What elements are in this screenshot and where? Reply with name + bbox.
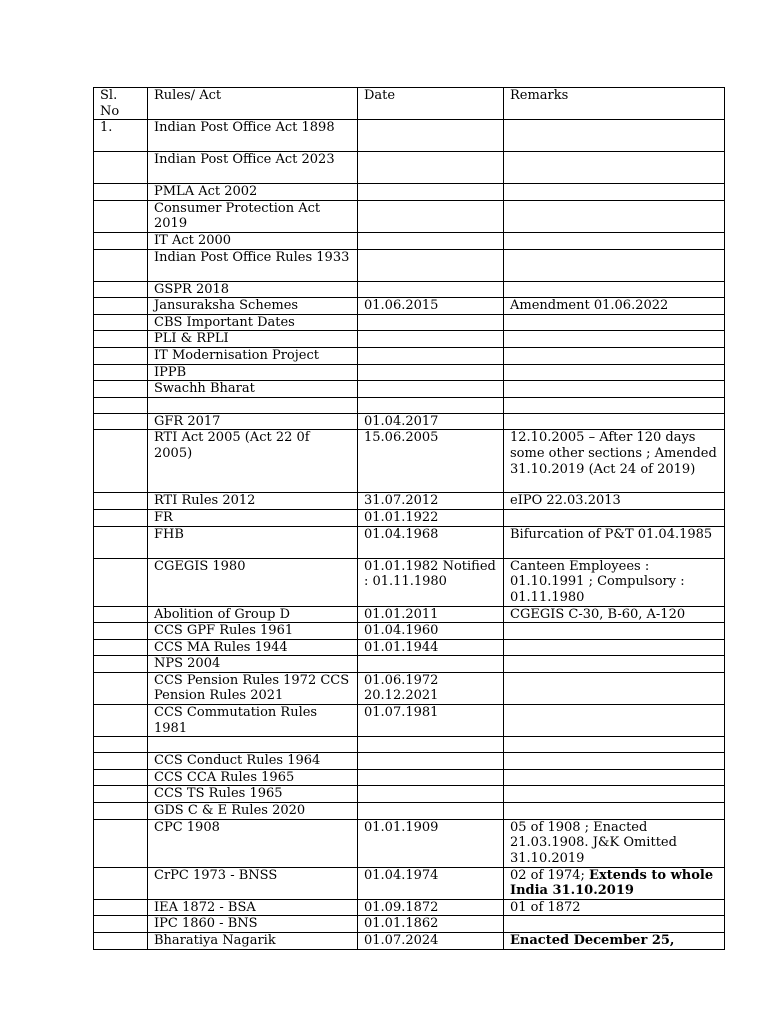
cell-sl-no xyxy=(94,867,148,899)
cell-remarks xyxy=(504,364,725,381)
cell-sl-no xyxy=(94,819,148,867)
cell-sl-no xyxy=(94,281,148,298)
cell-date: 01.01.1862 xyxy=(358,916,504,933)
table-row xyxy=(94,232,725,249)
table-row xyxy=(94,803,725,820)
cell-rule: CrPC 1973 - BNSS xyxy=(148,867,358,899)
cell-remarks xyxy=(504,639,725,656)
cell-remarks xyxy=(504,152,725,184)
cell-rule: NPS 2004 xyxy=(148,656,358,673)
table-row xyxy=(94,705,725,737)
cell-date xyxy=(358,331,504,348)
cell-rule: IT Modernisation Project xyxy=(148,347,358,364)
cell-sl-no xyxy=(94,200,148,232)
cell-sl-no xyxy=(94,381,148,398)
cell-sl-no xyxy=(94,232,148,249)
cell-remarks xyxy=(504,347,725,364)
cell-sl-no xyxy=(94,152,148,184)
cell-rule: CCS CCA Rules 1965 xyxy=(148,769,358,786)
table-row xyxy=(94,381,725,398)
cell-remarks xyxy=(504,672,725,704)
cell-remarks xyxy=(504,737,725,753)
cell-sl-no xyxy=(94,526,148,558)
cell-remarks xyxy=(504,753,725,770)
table-row xyxy=(94,819,725,867)
cell-sl-no xyxy=(94,753,148,770)
table-row xyxy=(94,867,725,899)
remarks-bold-text: Extends to whole India 31.10.2019 xyxy=(510,867,714,899)
cell-date: 31.07.2012 xyxy=(358,493,504,510)
cell-date xyxy=(358,769,504,786)
cell-rule: CBS Important Dates xyxy=(148,314,358,331)
cell-date xyxy=(358,152,504,184)
cell-remarks xyxy=(504,232,725,249)
table-row xyxy=(94,753,725,770)
cell-rule: FR xyxy=(148,509,358,526)
cell-sl-no xyxy=(94,606,148,623)
table-row xyxy=(94,397,725,413)
table-row xyxy=(94,152,725,184)
cell-sl-no xyxy=(94,509,148,526)
table-row xyxy=(94,298,725,315)
cell-date xyxy=(358,656,504,673)
cell-remarks xyxy=(504,200,725,232)
cell-remarks xyxy=(504,331,725,348)
cell-date: 01.06.2015 xyxy=(358,298,504,315)
cell-remarks xyxy=(504,705,725,737)
cell-date: 01.01.2011 xyxy=(358,606,504,623)
table-row xyxy=(94,606,725,623)
cell-date: 01.04.1968 xyxy=(358,526,504,558)
table-row xyxy=(94,737,725,753)
cell-sl-no xyxy=(94,916,148,933)
cell-sl-no xyxy=(94,672,148,704)
cell-remarks xyxy=(504,184,725,201)
cell-rule xyxy=(148,737,358,753)
cell-sl-no xyxy=(94,623,148,640)
cell-sl-no xyxy=(94,493,148,510)
cell-rule: GDS C & E Rules 2020 xyxy=(148,803,358,820)
cell-date xyxy=(358,232,504,249)
cell-sl-no xyxy=(94,364,148,381)
remarks-text: 02 of 1974; xyxy=(510,867,590,883)
cell-sl-no xyxy=(94,737,148,753)
cell-date: 01.01.1982 Notified : 01.11.1980 xyxy=(358,558,504,606)
cell-rule: IT Act 2000 xyxy=(148,232,358,249)
cell-remarks xyxy=(504,381,725,398)
cell-sl-no xyxy=(94,397,148,413)
cell-remarks xyxy=(504,249,725,281)
table-row xyxy=(94,899,725,916)
cell-sl-no xyxy=(94,769,148,786)
header-date: Date xyxy=(358,88,504,120)
cell-sl-no xyxy=(94,899,148,916)
cell-date xyxy=(358,786,504,803)
cell-rule: RTI Act 2005 (Act 22 0f 2005) xyxy=(148,430,358,493)
cell-rule: CCS Commutation Rules 1981 xyxy=(148,705,358,737)
table-row xyxy=(94,249,725,281)
table-row xyxy=(94,331,725,348)
table-row xyxy=(94,672,725,704)
table-row xyxy=(94,558,725,606)
cell-date xyxy=(358,281,504,298)
cell-remarks xyxy=(504,281,725,298)
cell-rule: CCS GPF Rules 1961 xyxy=(148,623,358,640)
cell-date xyxy=(358,803,504,820)
table-row xyxy=(94,769,725,786)
cell-rule: CPC 1908 xyxy=(148,819,358,867)
table-row xyxy=(94,623,725,640)
cell-date: 01.06.1972 20.12.2021 xyxy=(358,672,504,704)
cell-sl-no xyxy=(94,413,148,430)
cell-remarks xyxy=(504,120,725,152)
cell-rule: Bharatiya Nagarik xyxy=(148,933,358,950)
cell-rule: IEA 1872 - BSA xyxy=(148,899,358,916)
table-row xyxy=(94,509,725,526)
cell-rule: CCS Conduct Rules 1964 xyxy=(148,753,358,770)
cell-rule: Consumer Protection Act 2019 xyxy=(148,200,358,232)
cell-rule: Indian Post Office Act 1898 xyxy=(148,120,358,152)
header-sl-no: Sl. No xyxy=(94,88,148,120)
cell-sl-no xyxy=(94,298,148,315)
cell-date: 01.01.1909 xyxy=(358,819,504,867)
cell-rule: GSPR 2018 xyxy=(148,281,358,298)
cell-date xyxy=(358,364,504,381)
cell-rule: Jansuraksha Schemes xyxy=(148,298,358,315)
cell-remarks: eIPO 22.03.2013 xyxy=(504,493,725,510)
cell-date xyxy=(358,381,504,398)
cell-date xyxy=(358,120,504,152)
table-row xyxy=(94,347,725,364)
table-row xyxy=(94,916,725,933)
cell-remarks xyxy=(504,623,725,640)
cell-sl-no xyxy=(94,347,148,364)
table-row xyxy=(94,493,725,510)
cell-sl-no xyxy=(94,933,148,950)
cell-date xyxy=(358,737,504,753)
cell-date: 15.06.2005 xyxy=(358,430,504,493)
table-row xyxy=(94,314,725,331)
table-row xyxy=(94,281,725,298)
cell-rule: GFR 2017 xyxy=(148,413,358,430)
cell-rule: Abolition of Group D xyxy=(148,606,358,623)
table-row xyxy=(94,200,725,232)
cell-remarks xyxy=(504,786,725,803)
cell-sl-no xyxy=(94,786,148,803)
cell-remarks: 05 of 1908 ; Enacted 21.03.1908. J&K Omitted 31.10.2019 xyxy=(504,819,725,867)
cell-date xyxy=(358,200,504,232)
cell-sl-no xyxy=(94,639,148,656)
cell-date xyxy=(358,184,504,201)
cell-date: 01.04.1960 xyxy=(358,623,504,640)
cell-remarks xyxy=(504,933,725,950)
cell-sl-no xyxy=(94,430,148,493)
cell-remarks xyxy=(504,314,725,331)
cell-remarks xyxy=(504,397,725,413)
cell-remarks xyxy=(504,867,725,899)
cell-sl-no xyxy=(94,558,148,606)
cell-rule: CCS Pension Rules 1972 CCS Pension Rules 2021 xyxy=(148,672,358,704)
cell-rule: IPC 1860 - BNS xyxy=(148,916,358,933)
table-row xyxy=(94,430,725,493)
cell-date: 01.07.1981 xyxy=(358,705,504,737)
cell-remarks: Canteen Employees : 01.10.1991 ; Compulsory : 01.11.1980 xyxy=(504,558,725,606)
cell-rule: RTI Rules 2012 xyxy=(148,493,358,510)
table-row xyxy=(94,639,725,656)
cell-rule: Swachh Bharat xyxy=(148,381,358,398)
cell-remarks xyxy=(504,656,725,673)
table-row xyxy=(94,526,725,558)
cell-remarks xyxy=(504,509,725,526)
cell-sl-no xyxy=(94,656,148,673)
cell-sl-no: 1. xyxy=(94,120,148,152)
cell-rule: FHB xyxy=(148,526,358,558)
cell-rule: Indian Post Office Rules 1933 xyxy=(148,249,358,281)
cell-rule: IPPB xyxy=(148,364,358,381)
table-row xyxy=(94,656,725,673)
header-rules-act: Rules/ Act xyxy=(148,88,358,120)
cell-date xyxy=(358,753,504,770)
cell-date xyxy=(358,397,504,413)
cell-remarks: 12.10.2005 – After 120 days some other sections ; Amended 31.10.2019 (Act 24 of 2019) xyxy=(504,430,725,493)
remarks-bold-text: Enacted December 25, xyxy=(510,933,675,948)
cell-remarks: Bifurcation of P&T 01.04.1985 xyxy=(504,526,725,558)
cell-date xyxy=(358,249,504,281)
header-remarks: Remarks xyxy=(504,88,725,120)
cell-date: 01.09.1872 xyxy=(358,899,504,916)
cell-rule: CCS TS Rules 1965 xyxy=(148,786,358,803)
cell-sl-no xyxy=(94,705,148,737)
table-row xyxy=(94,184,725,201)
table-row xyxy=(94,413,725,430)
cell-sl-no xyxy=(94,249,148,281)
cell-remarks xyxy=(504,916,725,933)
rules-table xyxy=(93,87,725,950)
cell-rule: CCS MA Rules 1944 xyxy=(148,639,358,656)
cell-date: 01.07.2024 xyxy=(358,933,504,950)
cell-date: 01.01.1922 xyxy=(358,509,504,526)
cell-remarks: Amendment 01.06.2022 xyxy=(504,298,725,315)
cell-remarks xyxy=(504,413,725,430)
table-row xyxy=(94,786,725,803)
table-row xyxy=(94,933,725,950)
cell-sl-no xyxy=(94,803,148,820)
cell-rule: PMLA Act 2002 xyxy=(148,184,358,201)
cell-date xyxy=(358,347,504,364)
cell-remarks: 01 of 1872 xyxy=(504,899,725,916)
cell-remarks xyxy=(504,769,725,786)
cell-rule: PLI & RPLI xyxy=(148,331,358,348)
cell-rule: CGEGIS 1980 xyxy=(148,558,358,606)
cell-date: 01.01.1944 xyxy=(358,639,504,656)
cell-rule xyxy=(148,397,358,413)
cell-date xyxy=(358,314,504,331)
table-row xyxy=(94,120,725,152)
cell-sl-no xyxy=(94,184,148,201)
cell-date: 01.04.1974 xyxy=(358,867,504,899)
cell-remarks xyxy=(504,803,725,820)
cell-date: 01.04.2017 xyxy=(358,413,504,430)
cell-sl-no xyxy=(94,314,148,331)
cell-rule: Indian Post Office Act 2023 xyxy=(148,152,358,184)
table-row xyxy=(94,364,725,381)
cell-sl-no xyxy=(94,331,148,348)
cell-remarks: CGEGIS C-30, B-60, A-120 xyxy=(504,606,725,623)
table-header-row xyxy=(94,88,725,120)
